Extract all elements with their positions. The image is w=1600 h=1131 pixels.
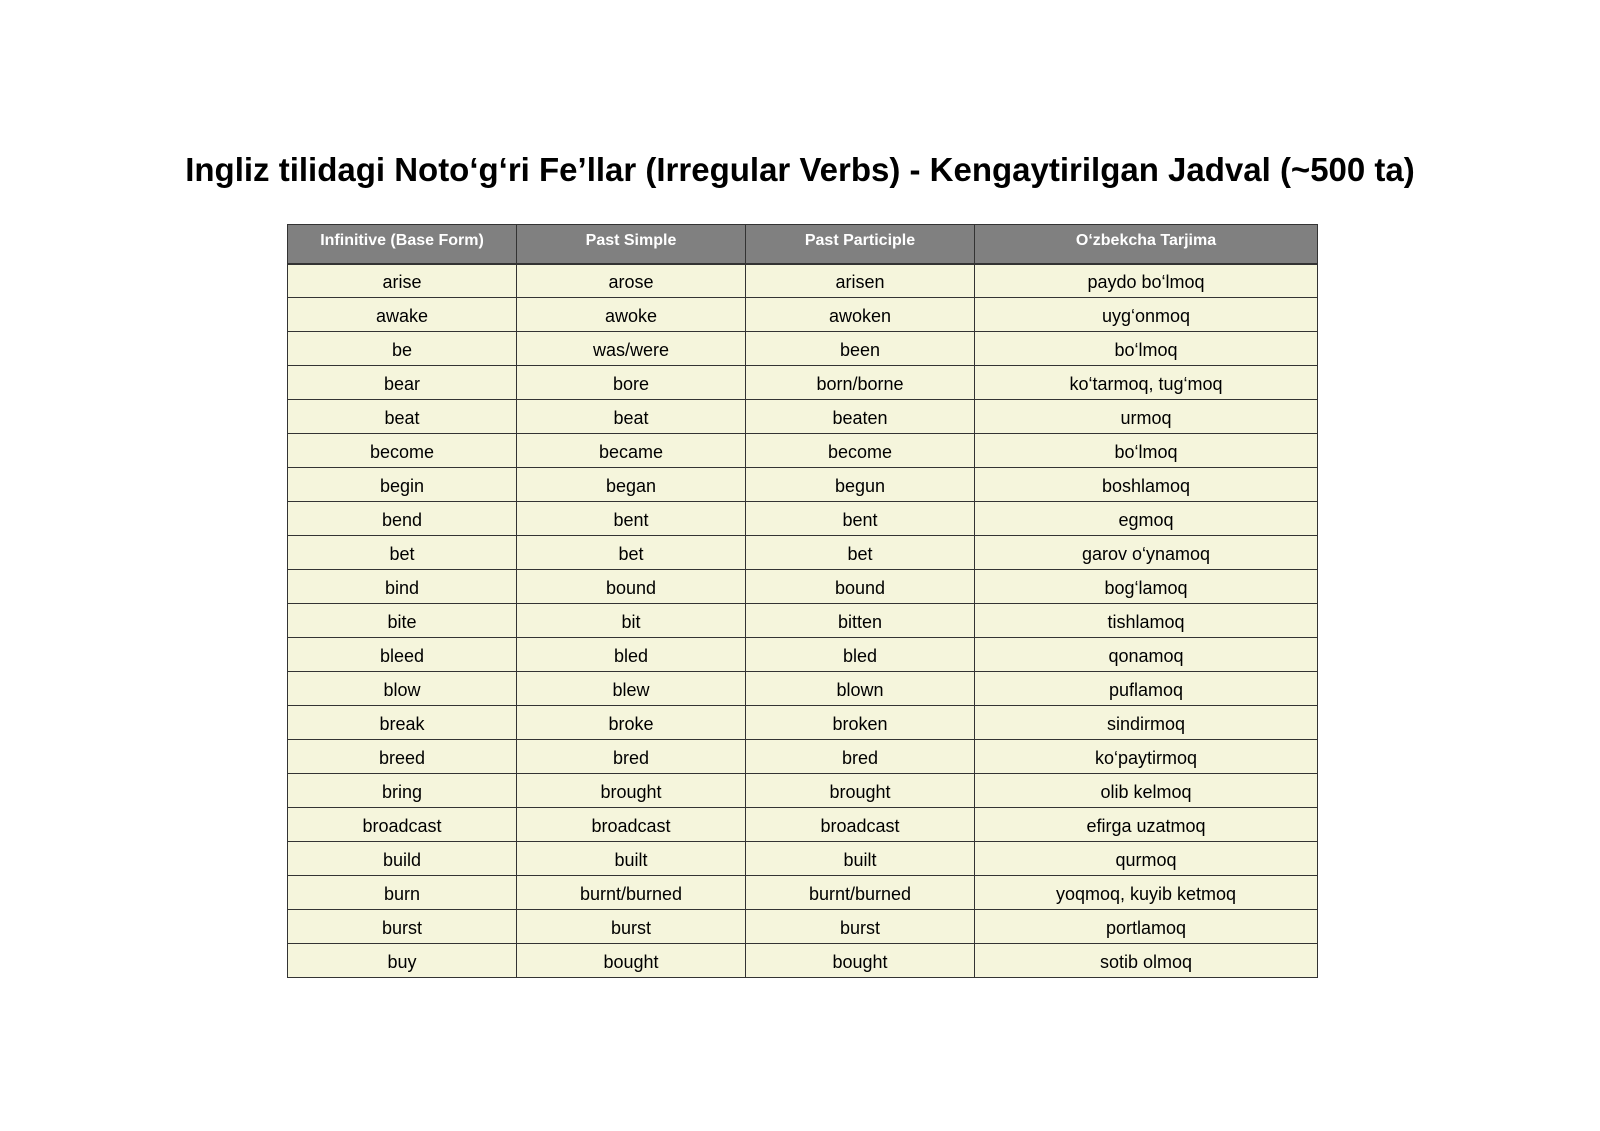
cell-past-participle: bent [746, 502, 975, 536]
cell-infinitive: bet [288, 536, 517, 570]
cell-past-simple: bet [517, 536, 746, 570]
cell-uzbek-translation: ko‘tarmoq, tug‘moq [975, 366, 1318, 400]
cell-past-participle: born/borne [746, 366, 975, 400]
table-row [288, 502, 1318, 536]
table-row [288, 434, 1318, 468]
cell-past-simple: bought [517, 944, 746, 978]
cell-uzbek-translation: puflamoq [975, 672, 1318, 706]
cell-uzbek-translation: portlamoq [975, 910, 1318, 944]
cell-past-participle: bound [746, 570, 975, 604]
table-row [288, 842, 1318, 876]
cell-past-participle: become [746, 434, 975, 468]
cell-past-simple: bore [517, 366, 746, 400]
cell-infinitive: bear [288, 366, 517, 400]
cell-past-participle: bled [746, 638, 975, 672]
table-row [288, 944, 1318, 978]
cell-past-simple: broke [517, 706, 746, 740]
cell-past-simple: bled [517, 638, 746, 672]
cell-infinitive: burst [288, 910, 517, 944]
table-body [288, 264, 1318, 978]
column-header-infinitive: Infinitive (Base Form) [288, 225, 517, 264]
cell-uzbek-translation: bo‘lmoq [975, 434, 1318, 468]
table-row [288, 910, 1318, 944]
cell-infinitive: buy [288, 944, 517, 978]
cell-past-participle: begun [746, 468, 975, 502]
cell-past-simple: bit [517, 604, 746, 638]
cell-uzbek-translation: tishlamoq [975, 604, 1318, 638]
cell-uzbek-translation: paydo bo‘lmoq [975, 264, 1318, 298]
cell-past-participle: arisen [746, 264, 975, 298]
cell-uzbek-translation: egmoq [975, 502, 1318, 536]
table-row [288, 332, 1318, 366]
cell-past-simple: awoke [517, 298, 746, 332]
cell-uzbek-translation: urmoq [975, 400, 1318, 434]
cell-past-participle: built [746, 842, 975, 876]
cell-past-simple: broadcast [517, 808, 746, 842]
cell-uzbek-translation: bo‘lmoq [975, 332, 1318, 366]
cell-past-participle: been [746, 332, 975, 366]
irregular-verbs-table [287, 224, 1318, 978]
cell-infinitive: build [288, 842, 517, 876]
table-row [288, 638, 1318, 672]
cell-past-participle: beaten [746, 400, 975, 434]
cell-uzbek-translation: qonamoq [975, 638, 1318, 672]
table-row [288, 808, 1318, 842]
header-row [288, 225, 1318, 264]
table-row [288, 570, 1318, 604]
cell-past-participle: burnt/burned [746, 876, 975, 910]
cell-uzbek-translation: efirga uzatmoq [975, 808, 1318, 842]
cell-past-simple: arose [517, 264, 746, 298]
cell-infinitive: broadcast [288, 808, 517, 842]
table-row [288, 774, 1318, 808]
table-row [288, 876, 1318, 910]
cell-past-participle: bought [746, 944, 975, 978]
cell-past-participle: blown [746, 672, 975, 706]
cell-infinitive: bleed [288, 638, 517, 672]
cell-past-participle: bitten [746, 604, 975, 638]
cell-past-participle: broken [746, 706, 975, 740]
table-row [288, 706, 1318, 740]
page-title: Ingliz tilidagi Noto‘g‘ri Fe’llar (Irregular Verbs) - Kengaytirilgan Jadval (~500 ta) [185, 151, 1415, 188]
cell-infinitive: bind [288, 570, 517, 604]
cell-infinitive: be [288, 332, 517, 366]
cell-infinitive: bite [288, 604, 517, 638]
cell-past-simple: beat [517, 400, 746, 434]
cell-past-simple: bound [517, 570, 746, 604]
cell-past-participle: burst [746, 910, 975, 944]
cell-uzbek-translation: olib kelmoq [975, 774, 1318, 808]
cell-past-simple: burnt/burned [517, 876, 746, 910]
cell-past-participle: awoken [746, 298, 975, 332]
cell-past-simple: brought [517, 774, 746, 808]
cell-past-simple: blew [517, 672, 746, 706]
cell-infinitive: awake [288, 298, 517, 332]
cell-past-simple: became [517, 434, 746, 468]
table-row [288, 604, 1318, 638]
table-header [288, 225, 1318, 264]
cell-past-simple: built [517, 842, 746, 876]
cell-infinitive: burn [288, 876, 517, 910]
cell-infinitive: blow [288, 672, 517, 706]
cell-uzbek-translation: sindirmoq [975, 706, 1318, 740]
cell-past-participle: bred [746, 740, 975, 774]
cell-infinitive: break [288, 706, 517, 740]
cell-uzbek-translation: ko‘paytirmoq [975, 740, 1318, 774]
cell-uzbek-translation: bog‘lamoq [975, 570, 1318, 604]
table-row [288, 264, 1318, 298]
table-row [288, 740, 1318, 774]
cell-infinitive: become [288, 434, 517, 468]
cell-uzbek-translation: garov o‘ynamoq [975, 536, 1318, 570]
column-header-past-participle: Past Participle [746, 225, 975, 264]
cell-past-simple: began [517, 468, 746, 502]
cell-past-participle: broadcast [746, 808, 975, 842]
cell-infinitive: breed [288, 740, 517, 774]
cell-infinitive: begin [288, 468, 517, 502]
cell-past-simple: burst [517, 910, 746, 944]
cell-uzbek-translation: qurmoq [975, 842, 1318, 876]
table-row [288, 400, 1318, 434]
table-row [288, 536, 1318, 570]
table-row [288, 672, 1318, 706]
cell-infinitive: beat [288, 400, 517, 434]
column-header-uzbek-translation: O‘zbekcha Tarjima [975, 225, 1318, 264]
cell-past-simple: was/were [517, 332, 746, 366]
cell-uzbek-translation: yoqmoq, kuyib ketmoq [975, 876, 1318, 910]
cell-uzbek-translation: sotib olmoq [975, 944, 1318, 978]
cell-uzbek-translation: boshlamoq [975, 468, 1318, 502]
cell-past-simple: bent [517, 502, 746, 536]
cell-past-simple: bred [517, 740, 746, 774]
cell-past-participle: brought [746, 774, 975, 808]
column-header-past-simple: Past Simple [517, 225, 746, 264]
table-row [288, 298, 1318, 332]
cell-uzbek-translation: uyg‘onmoq [975, 298, 1318, 332]
table-row [288, 366, 1318, 400]
cell-infinitive: bring [288, 774, 517, 808]
cell-past-participle: bet [746, 536, 975, 570]
table-row [288, 468, 1318, 502]
cell-infinitive: arise [288, 264, 517, 298]
cell-infinitive: bend [288, 502, 517, 536]
